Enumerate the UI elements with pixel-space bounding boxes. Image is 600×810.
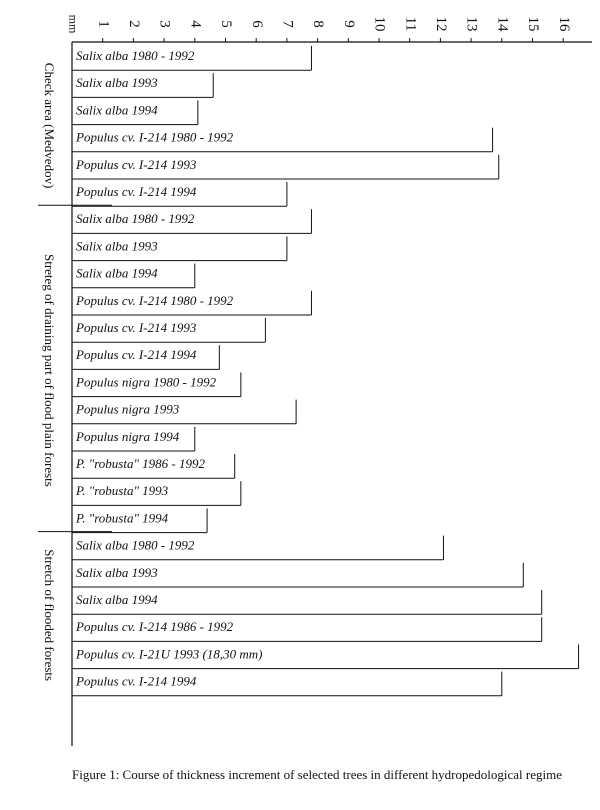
category-label: Populus cv. I-21U 1993 (18,30 mm)	[76, 646, 263, 662]
x-tick-label: 15	[525, 16, 542, 32]
category-label: Salix alba 1994	[76, 102, 158, 118]
category-label: Populus cv. I-214 1994	[76, 347, 197, 363]
x-tick-label: 7	[279, 20, 296, 28]
category-label: Salix alba 1993	[76, 75, 158, 91]
category-label: Populus cv. I-214 1993	[76, 156, 197, 172]
x-tick-label: 8	[310, 20, 327, 28]
group-label: Stretch of flooded forests	[42, 549, 58, 682]
x-tick-label: 5	[218, 20, 235, 28]
category-label: P. "robusta" 1986 - 1992	[76, 456, 206, 471]
category-label: Populus nigra 1993	[76, 401, 180, 417]
x-tick-label: 4	[187, 20, 204, 28]
category-label: Populus cv. I-214 1994	[76, 673, 197, 689]
x-tick-label: 2	[125, 20, 142, 28]
figure-caption: Figure 1: Course of thickness increment of selected trees in different hydropedological regime	[72, 767, 562, 782]
category-label: Salix alba 1993	[76, 238, 158, 254]
category-label: Populus cv. I-214 1986 - 1992	[76, 619, 234, 635]
category-label: Salix alba 1980 - 1992	[76, 211, 195, 227]
x-unit-label: mm	[66, 14, 81, 34]
x-tick-label: 1	[95, 20, 112, 28]
category-label-layer	[75, 48, 262, 689]
category-label: Populus cv. I-214 1993	[76, 320, 197, 335]
x-tick-label: 16	[555, 16, 572, 32]
x-tick-label: 3	[156, 20, 173, 28]
x-tick-label: 6	[248, 20, 265, 28]
category-label: Populus cv. I-214 1980 - 1992	[76, 129, 234, 145]
category-label: P. "robusta" 1993	[76, 483, 169, 499]
group-layer	[38, 63, 112, 681]
category-label: Salix alba 1980 - 1992	[76, 537, 195, 553]
x-tick-label: 10	[371, 16, 388, 32]
category-label: Salix alba 1994	[76, 265, 158, 281]
category-label: Populus nigra 1994	[76, 428, 180, 444]
x-tick-label: 12	[432, 16, 449, 32]
group-label: Check area (Medvedov)	[42, 62, 58, 189]
x-tick-label: 9	[340, 20, 357, 28]
category-label: Salix alba 1980 - 1992	[76, 48, 195, 63]
category-label: Populus cv. I-214 1980 - 1992	[76, 292, 234, 308]
group-label: Streteg of draining part of flood plain forests	[42, 253, 58, 487]
category-label: Populus nigra 1980 - 1992	[76, 374, 217, 390]
x-tick-label: 13	[463, 16, 480, 32]
category-label: Populus cv. I-214 1994	[76, 184, 197, 199]
category-label: P. "robusta" 1994	[76, 510, 169, 526]
x-tick-label: 14	[494, 16, 511, 32]
category-label: Salix alba 1993	[76, 564, 158, 580]
category-label: Salix alba 1994	[76, 592, 158, 607]
x-tick-label: 11	[402, 16, 419, 32]
